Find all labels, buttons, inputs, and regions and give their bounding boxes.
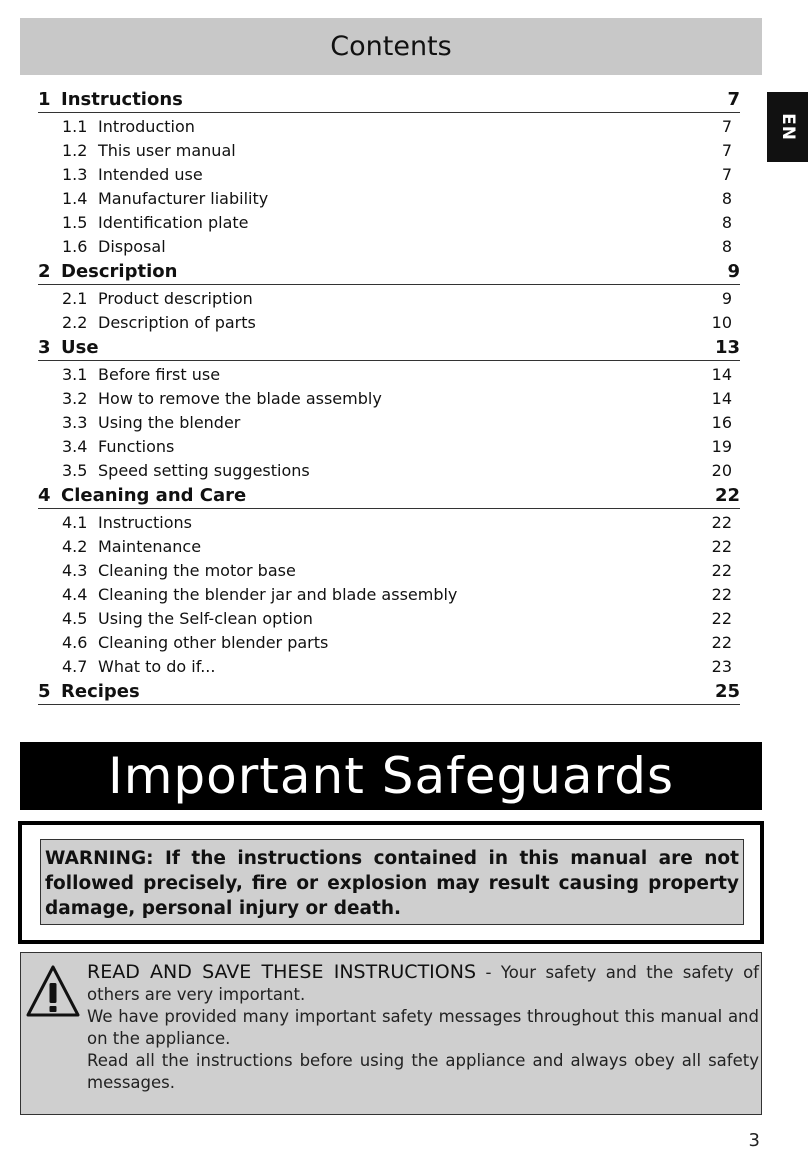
toc-subsection-number: 3.3 [62, 413, 88, 432]
warning-frame [18, 821, 764, 944]
toc-subsection-number: 1.5 [62, 213, 88, 232]
toc-section-heading [38, 484, 246, 508]
toc-subsection-number: 4.5 [62, 609, 88, 628]
toc-section-page: 25 [714, 681, 740, 702]
toc-subsection-page: 14 [711, 365, 732, 384]
toc-subsection-row [38, 211, 740, 235]
toc-subsection-heading [62, 163, 203, 187]
toc-section-number: 3 [38, 337, 51, 358]
toc-subsection-heading [62, 607, 313, 631]
toc-section-page: 13 [714, 337, 740, 358]
toc-subsection-page: 16 [711, 413, 732, 432]
toc-section-page: 22 [714, 485, 740, 506]
toc-section-title: Cleaning and Care [61, 485, 247, 506]
toc-subsection-title: Before first use [98, 365, 221, 384]
toc-subsection-heading [62, 535, 201, 559]
toc-subsection-row [38, 287, 740, 311]
page-number: 3 [748, 1130, 760, 1151]
toc-subsection-title: Manufacturer liability [98, 189, 269, 208]
toc-subsection-row [38, 459, 740, 483]
toc-section-title: Description [61, 261, 178, 282]
toc-subsection-title: This user manual [98, 141, 236, 160]
toc-subsection-row [38, 559, 740, 583]
language-tab-label: EN [777, 113, 798, 141]
toc-subsection-page: 20 [711, 461, 732, 480]
toc-section-heading [38, 88, 183, 112]
toc-subsection-title: Disposal [98, 237, 166, 256]
toc-subsection-heading [62, 435, 174, 459]
toc-subsection-page: 14 [711, 389, 732, 408]
toc-subsection-number: 1.3 [62, 165, 88, 184]
toc-subsection-number: 4.3 [62, 561, 88, 580]
toc-subsection-number: 1.6 [62, 237, 88, 256]
toc-section-heading [38, 336, 99, 360]
toc-subsection-page: 8 [721, 213, 732, 232]
toc-subsection-page: 19 [711, 437, 732, 456]
toc-subsection-title: Using the blender [98, 413, 241, 432]
read-paragraph-2: We have provided many important safety messages throughout this manual and on the appliance. [87, 1007, 759, 1048]
toc-subsection-heading [62, 363, 220, 387]
toc-subsection-row [38, 411, 740, 435]
toc-section-number: 1 [38, 89, 51, 110]
toc-subsection-row [38, 535, 740, 559]
toc-subsection-number: 4.6 [62, 633, 88, 652]
read-lead: READ AND SAVE THESE INSTRUCTIONS [87, 961, 477, 983]
toc-subsection-list [38, 115, 740, 259]
toc-subsection-heading [62, 511, 192, 535]
read-instructions-text [87, 961, 759, 1094]
toc-subsection-row [38, 187, 740, 211]
toc-subsection-heading [62, 115, 195, 139]
toc-subsection-list [38, 511, 740, 679]
toc-subsection-row [38, 583, 740, 607]
toc-subsection-title: Speed setting suggestions [98, 461, 310, 480]
toc-subsection-row [38, 235, 740, 259]
warning-triangle-icon [25, 957, 81, 1019]
toc-subsection-list [38, 363, 740, 483]
safeguards-banner [20, 742, 762, 810]
toc-subsection-title: Description of parts [98, 313, 256, 332]
toc-subsection-heading [62, 211, 249, 235]
toc-section-row [38, 88, 740, 113]
toc-subsection-number: 1.4 [62, 189, 88, 208]
toc-subsection-heading [62, 387, 382, 411]
toc-subsection-row [38, 655, 740, 679]
toc-section-page: 7 [727, 89, 740, 110]
read-paragraph-1 [87, 961, 759, 1006]
toc-subsection-heading [62, 411, 240, 435]
toc-section-page: 9 [727, 261, 740, 282]
toc-subsection-page: 22 [711, 609, 732, 628]
toc-subsection-page: 7 [721, 117, 732, 136]
toc-subsection-title: What to do if... [98, 657, 216, 676]
toc-subsection-title: Functions [98, 437, 175, 456]
toc-subsection-title: Cleaning other blender parts [98, 633, 329, 652]
toc-subsection-page: 7 [721, 165, 732, 184]
table-of-contents [38, 88, 740, 705]
toc-subsection-number: 3.5 [62, 461, 88, 480]
toc-subsection-row [38, 631, 740, 655]
toc-subsection-row [38, 387, 740, 411]
contents-title: Contents [330, 31, 452, 62]
toc-subsection-row [38, 163, 740, 187]
toc-section-number: 5 [38, 681, 51, 702]
toc-subsection-heading [62, 631, 328, 655]
read-paragraph-3: Read all the instructions before using the appliance and always obey all safety messages. [87, 1051, 759, 1092]
toc-section-row [38, 484, 740, 509]
toc-subsection-page: 23 [711, 657, 732, 676]
toc-subsection-page: 22 [711, 561, 732, 580]
toc-subsection-title: Identification plate [98, 213, 249, 232]
toc-section-row [38, 680, 740, 705]
toc-subsection-row [38, 311, 740, 335]
toc-subsection-title: Product description [98, 289, 253, 308]
toc-subsection-page: 22 [711, 585, 732, 604]
toc-subsection-title: Introduction [98, 117, 195, 136]
toc-subsection-heading [62, 583, 457, 607]
toc-subsection-heading [62, 139, 236, 163]
toc-subsection-number: 4.2 [62, 537, 88, 556]
toc-subsection-row [38, 435, 740, 459]
language-tab [767, 92, 808, 162]
warning-text: WARNING: If the instructions contained in this manual are not followed precisely, fire or explosion may result causing property damage, personal injury or death. [40, 839, 744, 925]
toc-subsection-page: 9 [721, 289, 732, 308]
read-rest: - Your safety and the safety of others are very important. [87, 963, 759, 1004]
toc-subsection-page: 10 [711, 313, 732, 332]
toc-subsection-page: 8 [721, 237, 732, 256]
toc-subsection-heading [62, 311, 256, 335]
toc-section-heading [38, 260, 177, 284]
toc-subsection-heading [62, 655, 215, 679]
toc-section-title: Recipes [61, 681, 140, 702]
toc-subsection-list [38, 287, 740, 335]
toc-subsection-page: 22 [711, 537, 732, 556]
toc-subsection-page: 8 [721, 189, 732, 208]
toc-subsection-title: How to remove the blade assembly [98, 389, 382, 408]
toc-subsection-row [38, 115, 740, 139]
toc-subsection-row [38, 607, 740, 631]
toc-subsection-title: Cleaning the motor base [98, 561, 296, 580]
read-instructions-box [20, 952, 762, 1115]
toc-subsection-heading [62, 235, 166, 259]
toc-subsection-row [38, 139, 740, 163]
toc-section-number: 2 [38, 261, 51, 282]
toc-subsection-title: Cleaning the blender jar and blade assembly [98, 585, 458, 604]
toc-subsection-title: Instructions [98, 513, 192, 532]
toc-subsection-title: Intended use [98, 165, 203, 184]
toc-subsection-number: 4.1 [62, 513, 88, 532]
toc-subsection-number: 2.1 [62, 289, 88, 308]
toc-subsection-number: 2.2 [62, 313, 88, 332]
toc-subsection-heading [62, 559, 296, 583]
toc-section-row [38, 336, 740, 361]
toc-subsection-heading [62, 287, 253, 311]
toc-subsection-row [38, 363, 740, 387]
toc-subsection-number: 3.4 [62, 437, 88, 456]
safeguards-title: Important Safeguards [107, 747, 675, 805]
toc-section-row [38, 260, 740, 285]
toc-section-number: 4 [38, 485, 51, 506]
toc-section-title: Instructions [61, 89, 183, 110]
toc-subsection-number: 3.1 [62, 365, 88, 384]
toc-subsection-title: Using the Self-clean option [98, 609, 313, 628]
toc-subsection-heading [62, 459, 310, 483]
toc-subsection-title: Maintenance [98, 537, 202, 556]
toc-subsection-page: 7 [721, 141, 732, 160]
toc-subsection-heading [62, 187, 268, 211]
toc-subsection-number: 1.1 [62, 117, 88, 136]
toc-subsection-number: 1.2 [62, 141, 88, 160]
toc-section-heading [38, 680, 140, 704]
toc-subsection-number: 4.7 [62, 657, 88, 676]
toc-subsection-row [38, 511, 740, 535]
toc-subsection-page: 22 [711, 633, 732, 652]
toc-subsection-number: 3.2 [62, 389, 88, 408]
toc-subsection-page: 22 [711, 513, 732, 532]
toc-section-title: Use [61, 337, 99, 358]
toc-subsection-number: 4.4 [62, 585, 88, 604]
contents-header [20, 18, 762, 75]
